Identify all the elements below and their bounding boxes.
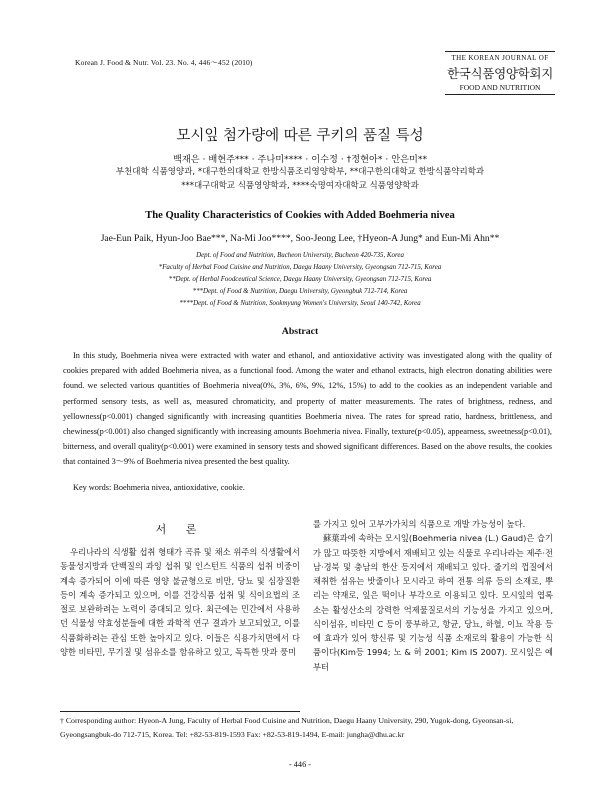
affiliation-en-3: **Dept. of Herbal Foodceutical Science, Daegu Haany University, Gyeongsan 712-715, Korea	[168, 276, 432, 283]
footnote-corresponding-author: † Corresponding author: Hyeon-A Jung, Faculty of Herbal Food Cuisine and Nutrition, Daegu Haany University, 290, Yugok-dong, Gyeonsan-si, Gyeongsangbuk-do 712-715, Korea. Tel: +82-53-819-1593 Fax: +82-53-819-1494, E-mail: jungha@dhu.ac.kr	[60, 716, 514, 739]
title-korean: 모시잎 첨가량에 따른 쿠키의 품질 특성	[176, 128, 424, 144]
body-right-continuation: 를 가지고 있어 고부가가치의 식품으로 개발 가능성이 높다.	[313, 519, 526, 529]
authors-english: Jae-Eun Paik, Hyun-Joo Bae***, Na-Mi Joo****, Soo-Jeong Lee, †Hyeon-A Jung* and Eun-Mi Ahn**	[100, 233, 500, 244]
abstract-heading: Abstract	[281, 326, 319, 337]
authors-korean: 백재은 · 배현주*** · 주나미**** · 이수정 · †정현아* · 안은미**	[172, 154, 428, 165]
body-right-paragraph: 蘇葉과에 속하는 모시잎(Boehmeria nivea (L.) Gaud)은 습기가 많고 따뜻한 지방에서 재배되고 있는 식물로 우리나라는 제주·전남·경북 및 충남의 한산 등지에서 재배되고 있다. 줄기의 껍질에서 채취한 섬유는 밧줄이나 모시라고 하여 전통 의류 등의 소재로, 뿌리는 약재로, 잎은 떡이나 부각으로 이용되고 있다. 모시잎의 엽록소는 활성산소의 강력한 억제물질로서의 기능성을 가지고 있으며, 식이섬유, 비타민 C 등이 풍부하고, 항균, 당뇨, 하혈, 이뇨 작용 등에 효과가 있어 향신류 및 기능성 식품 소재로의 활용이 가능한 식품이다(Kim등 1994; 노 & 허 2001; Kim IS 2007). 모시잎은 예부터	[313, 533, 553, 672]
citation: Korean J. Food & Nutr. Vol. 23. No. 4, 446～452 (2010)	[75, 58, 253, 67]
journal-name-en-top: THE KOREAN JOURNAL OF	[451, 54, 549, 62]
title-english: The Quality Characteristics of Cookies with Added Boehmeria nivea	[145, 210, 455, 221]
page-number: - 446 -	[288, 760, 312, 769]
footnote-rule	[60, 711, 300, 712]
affiliation-en-2: *Faculty of Herbal Food Cuisine and Nutrition, Daegu Haany University, Gyeongsan 712-715, Korea	[158, 264, 442, 271]
body-text-left-column: 우리나라의 식생활 섭취 형태가 곡류 및 채소 위주의 식생활에서 동물성지방과 단백질의 과잉 섭취 및 인스턴트 식품의 섭취 비중이 계속 증가되어 이에 따른 영양 불균형으로 비만, 당뇨 및 심장질환 등이 계속 증가되고 있으며, 이를 건강식품 섭취 및 식이요법의 조절로 보완하려는 노력이 증대되고 있다. 최근에는 민간에서 사용하던 식물성 약효성분들에 대한 과학적 연구 결과가 보고되었고, 이를 식품화하려는 관심 또한 높아지고 있다. 이들은 식용가치면에서 다양한 비타민, 무기질 및 섬유소를 함유하고 있고, 독특한 맛과 풍미	[60, 547, 300, 657]
journal-name-en-bottom: FOOD AND NUTRITION	[459, 83, 541, 92]
journal-name-ko: 한국식품영양학회지	[447, 66, 553, 81]
section-heading-introduction: 서 론	[155, 523, 205, 536]
journal-logo	[445, 51, 555, 95]
affiliation-en-5: ****Dept. of Food & Nutrition, Sookmyung Women's University, Seoul 140-742, Korea	[179, 300, 421, 307]
affiliation-en-1: Dept. of Food and Nutrition, Bucheon University, Bucheon 420-735, Korea	[196, 252, 404, 259]
abstract-text: In this study, Boehmeria nivea were extracted with water and ethanol, and antioxidative activity was investigated along with the quality of cookies prepared with added Boehmeria nivea, as a functional food. Among the water and ethanol extracts, high electron donating abilities were found. we selected various quantities of Boehmeria nivea(0%, 3%, 6%, 9%, 12%, 15%) to add to the cookies as an independent variable and performed sensory tests, as well as, measured chromaticity, and property of matter measurements. The rates of brightness, redness, and yellowness(p<0.001) changed significantly with increasing quantities Boehmeria nivea. The rates for spread ratio, hardness, brittleness, and chewiness(p<0.001) also changed significantly with increasing amounts Boehmeria nivea. Finally, texture(p<0.05), appearness, sweetness(p<0.01), bitterness, and overall quality(p<0.001) were examined in sensory tests and showed significant differences. Based on the above results, the cookies that contained 3～9% of Boehmeria nivea presented the best quality.	[63, 351, 552, 467]
affiliation-ko-1: 부천대학 식품영양과, *대구한의대학교 한방식품조리영양학부, **대구한의대학교 한방식품약리학과	[115, 167, 485, 177]
keywords: Key words: Boehmeria nivea, antioxidative, cookie.	[73, 483, 245, 492]
affiliation-en-4: ***Dept. of Food & Nutrition, Daegu University, Gyeongbuk 712-714, Korea	[192, 288, 408, 295]
affiliation-ko-2: ***대구대학교 식품영양학과, ****숙명여자대학교 식품영양학과	[181, 181, 419, 191]
body-text-right-column	[313, 517, 553, 674]
